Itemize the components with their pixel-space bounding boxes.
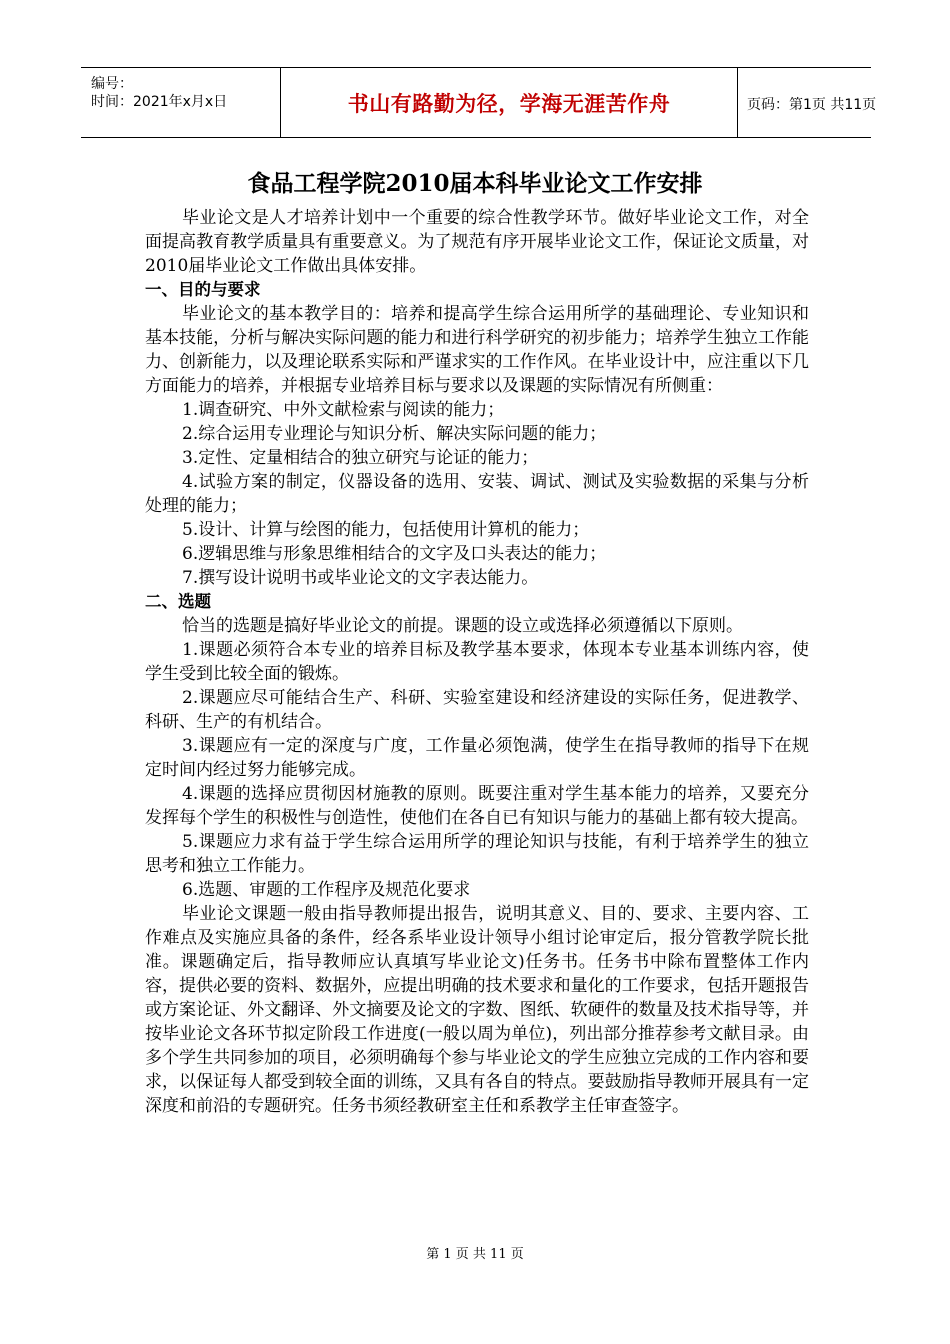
page-footer: 第 1 页 共 11 页 (426, 1247, 524, 1262)
body-paragraph: 5.设计、计算与绘图的能力，包括使用计算机的能力； (182, 520, 590, 540)
body-paragraph: 3.课题应有一定的深度与广度，工作量必须饱满，使学生在指导教师的指导下在规定时间内经过努力能够完成。 (145, 736, 809, 780)
section-heading: 一、目的与要求 (145, 280, 261, 299)
header-meta-cell (81, 68, 280, 137)
header-motto-cell (280, 68, 738, 137)
body-paragraph: 7.撰写设计说明书或毕业论文的文字表达能力。 (182, 568, 539, 588)
body-paragraph: 毕业论文的基本教学目的：培养和提高学生综合运用所学的基础理论、专业知识和基本技能，分析与解决实际问题的能力和进行科学研究的初步能力；培养学生独立工作能力、创新能力，以及理论联系实际和严谨求实的工作作风。在毕业设计中，应注重以下几方面能力的培养，并根据专业培养目标与要求以及课题的实际情况有所侧重： (145, 304, 809, 396)
body-paragraph: 毕业论文课题一般由指导教师提出报告，说明其意义、目的、要求、主要内容、工作难点及实施应具备的条件，经各系毕业设计领导小组讨论审定后，报分管教学院长批准。课题确定后，指导教师应认真填写毕业论文)任务书。任务书中除布置整体工作内容，提供必要的资料、数据外，应提出明确的技术要求和量化的工作要求，包括开题报告或方案论证、外文翻译、外文摘要及论文的字数、图纸、软硬件的数量及技术指导等，并按毕业论文各环节拟定阶段工作进度(一般以周为单位)，列出部分推荐参考文献目录。由多个学生共同参加的项目，必须明确每个参与毕业论文的学生应独立完成的工作内容和要求，以保证每人都受到较全面的训练，又具有各自的特点。要鼓励指导教师开展具有一定深度和前沿的专题研究。任务书须经教研室主任和系教学主任审查签字。 (145, 904, 809, 1116)
body-paragraph: 5.课题应力求有益于学生综合运用所学的理论知识与技能，有利于培养学生的独立思考和独立工作能力。 (145, 832, 809, 876)
body-paragraph: 毕业论文是人才培养计划中一个重要的综合性教学环节。做好毕业论文工作，对全面提高教育教学质量具有重要意义。为了规范有序开展毕业论文工作，保证论文质量，对2010届毕业论文工作做出具体安排。 (145, 208, 809, 276)
body-paragraph: 2.课题应尽可能结合生产、科研、实验室建设和经济建设的实际任务，促进教学、科研、生产的有机结合。 (145, 688, 809, 732)
section-heading: 二、选题 (145, 592, 211, 611)
document-number-label: 编号： (91, 76, 133, 92)
body-paragraph: 恰当的选题是搞好毕业论文的前提。课题的设立或选择必须遵循以下原则。 (182, 616, 743, 636)
page-header (81, 67, 877, 138)
body-paragraph: 1.调查研究、中外文献检索与阅读的能力； (182, 400, 505, 420)
body-paragraph: 6.选题、审题的工作程序及规范化要求 (182, 880, 471, 900)
body-paragraph: 3.定性、定量相结合的独立研究与论证的能力； (182, 448, 539, 468)
header-page-info: 页码：第1页 共11页 (747, 97, 877, 113)
document-title: 食品工程学院2010届本科毕业论文工作安排 (247, 170, 703, 197)
body-paragraph: 1.课题必须符合本专业的培养目标及教学基本要求，体现本专业基本训练内容，使学生受到比较全面的锻炼。 (145, 640, 809, 684)
document-body (145, 206, 809, 1118)
body-paragraph: 4.试验方案的制定，仪器设备的选用、安装、调试、测试及实验数据的采集与分析处理的能力； (145, 472, 809, 516)
document-date-label: 时间：2021年x月x日 (91, 94, 228, 110)
body-paragraph: 6.逻辑思维与形象思维相结合的文字及口头表达的能力； (182, 544, 607, 564)
body-paragraph: 4.课题的选择应贯彻因材施教的原则。既要注重对学生基本能力的培养，又要充分发挥每个学生的积极性与创造性，使他们在各自已有知识与能力的基础上都有较大提高。 (145, 784, 809, 828)
header-page-cell (737, 68, 877, 137)
body-paragraph: 2.综合运用专业理论与知识分析、解决实际问题的能力； (182, 424, 607, 444)
header-motto: 书山有路勤为径，学海无涯苦作舟 (347, 92, 671, 116)
